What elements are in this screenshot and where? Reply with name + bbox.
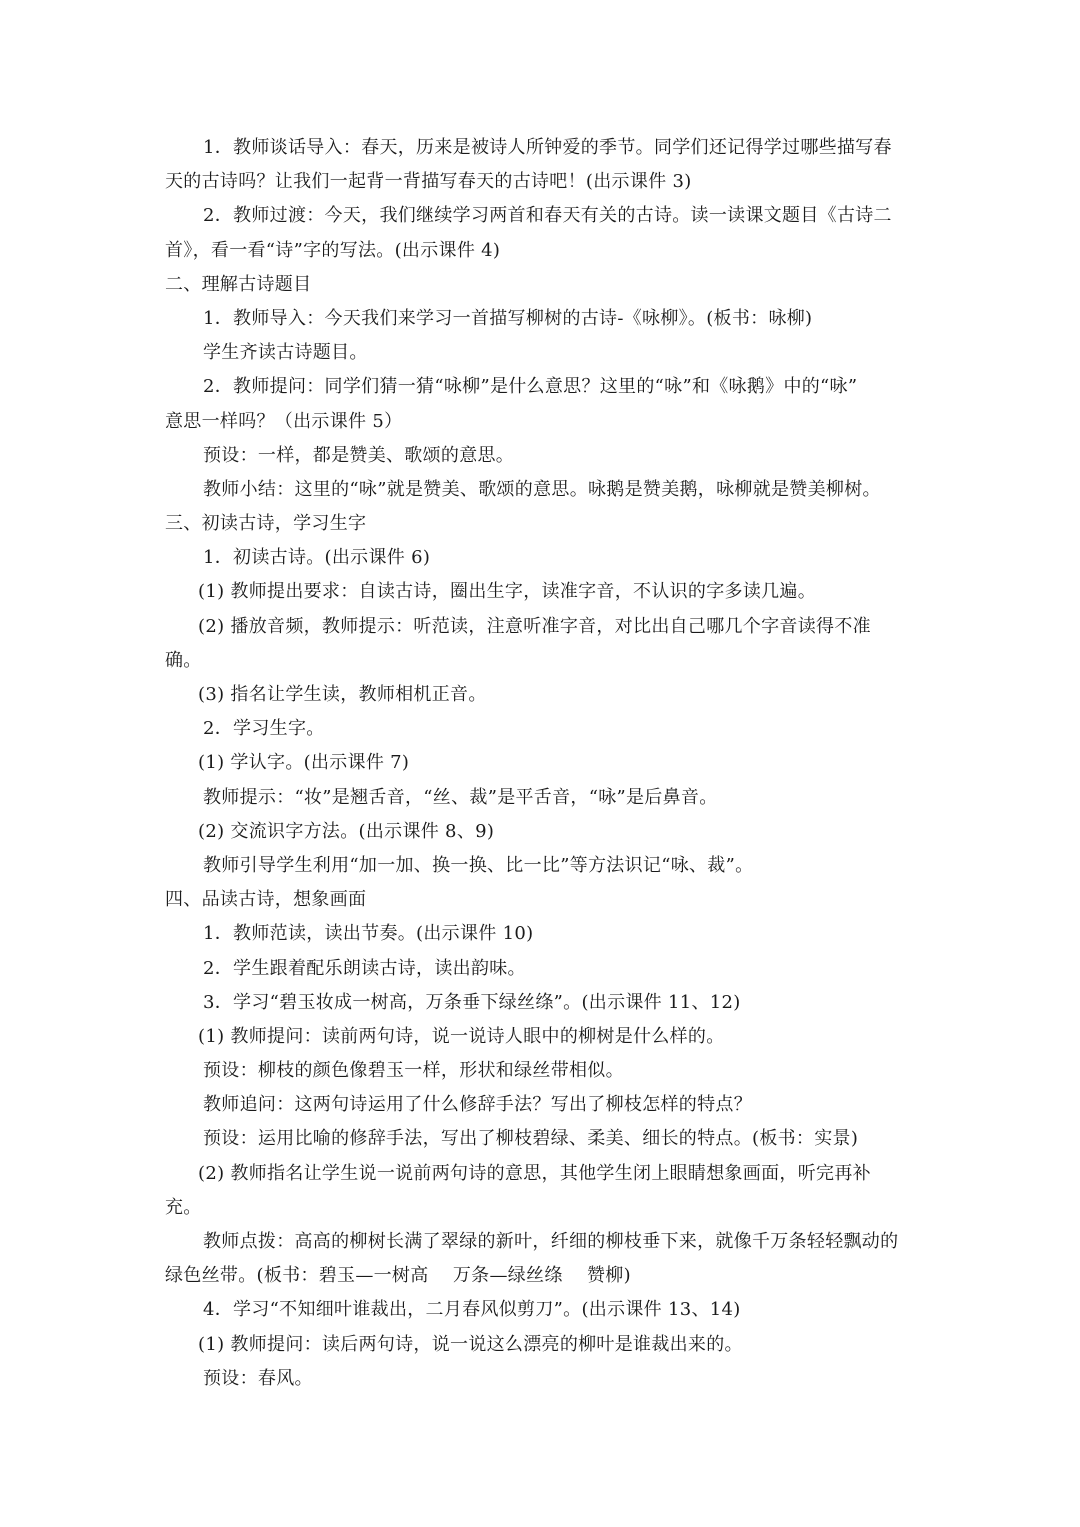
paragraph-line: 1．初读古诗。(出示课件 6): [203, 547, 431, 569]
paragraph-line: 1．教师谈话导入：春天，历来是被诗人所钟爱的季节。同学们还记得学过哪些描写春: [203, 137, 892, 158]
paragraph-line: (2) 交流识字方法。(出示课件 8、9): [198, 820, 495, 842]
paragraph-line: (3) 指名让学生读，教师相机正音。: [198, 684, 487, 705]
paragraph-line: 首》，看一看“诗”字的写法。(出示课件 4): [165, 239, 501, 261]
paragraph-line: 教师提示：“妆”是翘舌音，“丝、裁”是平舌音，“咏”是后鼻音。: [203, 786, 718, 808]
document-body: [165, 131, 925, 1396]
paragraph-line: (2) 播放音频，教师提示：听范读，注意听准字音，对比出自己哪几个字音读得不准: [198, 615, 871, 637]
paragraph-line: 2．教师提问：同学们猜一猜“咏柳”是什么意思？这里的“咏”和《咏鹅》中的“咏”: [203, 376, 858, 398]
paragraph-line: 1．教师导入：今天我们来学习一首描写柳树的古诗-《咏柳》。(板书：咏柳): [203, 307, 813, 329]
paragraph-line: 教师追问：这两句诗运用了什么修辞手法？写出了柳枝怎样的特点？: [203, 1094, 752, 1116]
paragraph-line: 4．学习“不知细叶谁裁出，二月春风似剪刀”。(出示课件 13、14): [203, 1299, 741, 1321]
paragraph-line: 1．教师范读，读出节奏。(出示课件 10): [203, 923, 534, 945]
paragraph-line: (1) 教师提问：读前两句诗，说一说诗人眼中的柳树是什么样的。: [198, 1025, 725, 1047]
paragraph-line: 确。: [165, 649, 202, 671]
paragraph-line: (1) 教师提出要求：自读古诗，圈出生字，读准字音，不认识的字多读几遍。: [198, 581, 817, 603]
section-heading: 三、初读古诗，学习生字: [165, 513, 367, 535]
paragraph-line: 预设：运用比喻的修辞手法，写出了柳枝碧绿、柔美、细长的特点。(板书：实景): [203, 1128, 859, 1150]
paragraph-line: 2．学生跟着配乐朗读古诗，读出韵味。: [203, 957, 526, 979]
paragraph-line: 意思一样吗？（出示课件 5）: [165, 410, 403, 432]
paragraph-line: 预设：柳枝的颜色像碧玉一样，形状和绿丝带相似。: [203, 1060, 624, 1082]
paragraph-line: 教师小结：这里的“咏”就是赞美、歌颂的意思。咏鹅是赞美鹅，咏柳就是赞美柳树。: [203, 478, 881, 500]
paragraph-line: 学生齐读古诗题目。: [203, 342, 368, 364]
paragraph-line: (1) 教师提问：读后两句诗，说一说这么漂亮的柳叶是谁裁出来的。: [198, 1333, 743, 1355]
paragraph-line: (1) 学认字。(出示课件 7): [198, 752, 410, 774]
paragraph-line: 预设：一样，都是赞美、歌颂的意思。: [203, 444, 515, 466]
paragraph-line: (2) 教师指名让学生说一说前两句诗的意思，其他学生闭上眼睛想象画面，听完再补: [198, 1162, 871, 1184]
paragraph-line: 2．教师过渡：今天，我们继续学习两首和春天有关的古诗。读一读课文题目《古诗二: [203, 205, 892, 227]
paragraph-line: 绿色丝带。(板书：碧玉—一树高 万条—绿丝绦 赞柳): [165, 1265, 631, 1287]
paragraph-line: 预设：春风。: [203, 1367, 313, 1389]
paragraph-line: 充。: [165, 1196, 202, 1218]
paragraph-line: 2．学习生字。: [203, 718, 325, 740]
paragraph-line: 3．学习“碧玉妆成一树高，万条垂下绿丝绦”。(出示课件 11、12): [203, 991, 741, 1013]
paragraph-line: 教师点拨：高高的柳树长满了翠绿的新叶，纤细的柳枝垂下来，就像千万条轻轻飘动的: [203, 1231, 899, 1252]
paragraph-line: 天的古诗吗？让我们一起背一背描写春天的古诗吧！(出示课件 3): [165, 171, 692, 193]
section-heading: 四、品读古诗，想象画面: [165, 889, 367, 911]
paragraph-line: 教师引导学生利用“加一加、换一换、比一比”等方法识记“咏、裁”。: [203, 854, 754, 876]
section-heading: 二、理解古诗题目: [165, 273, 312, 295]
